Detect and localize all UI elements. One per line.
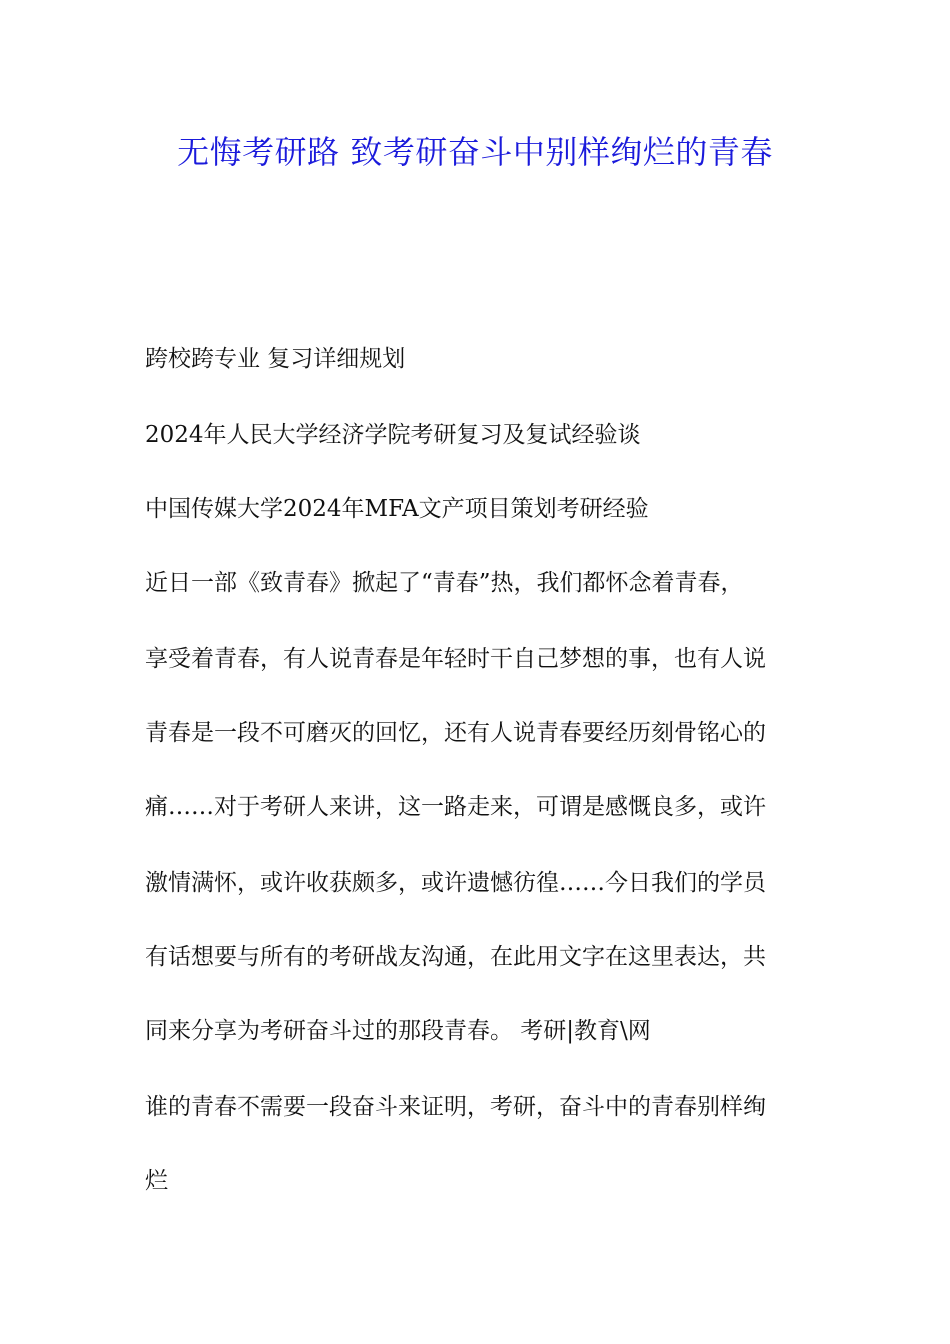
paragraph-line: 痛……对于考研人来讲，这一路走来，可谓是感慨良多，或许 (145, 794, 766, 820)
text-line-related-link-2: 2024年人民大学经济学院考研复习及复试经验谈 (145, 422, 641, 448)
paragraph-line: 青春是一段不可磨灭的回忆，还有人说青春要经历刻骨铭心的 (145, 720, 766, 746)
text-line-related-link-1: 跨校跨专业 复习详细规划 (145, 346, 406, 372)
document-title: 无悔考研路 致考研奋斗中别样绚烂的青春 (177, 133, 773, 171)
paragraph-line: 有话想要与所有的考研战友沟通，在此用文字在这里表达，共 (145, 944, 766, 970)
paragraph-line: 烂 (145, 1168, 168, 1194)
paragraph-line: 同来分享为考研奋斗过的那段青春。 考研|教育\网 (145, 1018, 651, 1044)
paragraph-line: 近日一部《致青春》掀起了“青春”热，我们都怀念着青春， (145, 570, 744, 596)
paragraph-line: 激情满怀，或许收获颇多，或许遗憾彷徨……今日我们的学员 (145, 870, 766, 896)
paragraph-line: 享受着青春，有人说青春是年轻时干自己梦想的事，也有人说 (145, 646, 766, 672)
text-line-related-link-3: 中国传媒大学2024年MFA文产项目策划考研经验 (145, 496, 649, 522)
paragraph-line: 谁的青春不需要一段奋斗来证明，考研，奋斗中的青春别样绚 (145, 1094, 766, 1120)
